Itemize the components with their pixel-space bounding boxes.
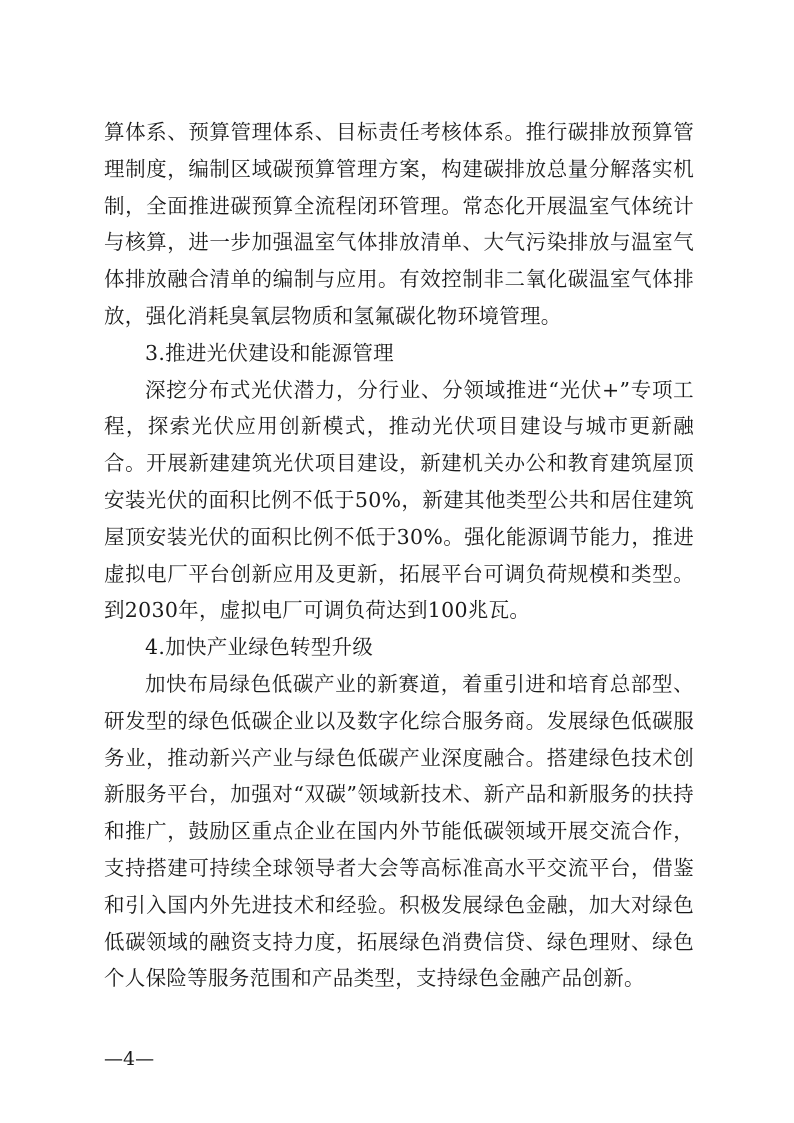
section-heading-3: 3.推进光伏建设和能源管理 [145,340,394,365]
body-paragraph-industry: 加快布局绿色低碳产业的新赛道，着重引进和培育总部型、研发型的绿色低碳企业以及数字化综合服务商。发展绿色低碳服务业，推动新兴产业与绿色低碳产业深度融合。搭建绿色技术创新服务平台，加强对“双碳”领域新技术、新产品和新服务的扶持和推广，鼓励区重点企业在国内外节能低碳领域开展交流合作，支持搭建可持续全球领导者大会等高标准高水平交流平台，借鉴和引入国内外先进技术和经验。积极发展绿色金融，加大对绿色低碳领域的融资支持力度，拓展绿色消费信贷、绿色理财、绿色个人保险等服务范围和产品类型，支持绿色金融产品创新。 [104,671,694,991]
body-paragraph-photovoltaic: 深挖分布式光伏潜力，分行业、分领域推进“光伏+”专项工程，探索光伏应用创新模式，推动光伏项目建设与城市更新融合。开展新建建筑光伏项目建设，新建机关办公和教育建筑屋顶安装光伏的面积比例不低于50%，新建其他类型公共和居住建筑屋顶安装光伏的面积比例不低于30%。强化能源调节能力，推进虚拟电厂平台创新应用及更新，拓展平台可调负荷规模和类型。到2030年，虚拟电厂可调负荷达到100兆瓦。 [104,377,694,623]
body-paragraph-continuation: 算体系、预算管理体系、目标责任考核体系。推行碳排放预算管理制度，编制区域碳预算管理方案，构建碳排放总量分解落实机制，全面推进碳预算全流程闭环管理。常态化开展温室气体统计与核算，进一步加强温室气体排放清单、大气污染排放与温室气体排放融合清单的编制与应用。有效控制非二氧化碳温室气体排放，强化消耗臭氧层物质和氢氟碳化物环境管理。 [104,120,694,328]
section-heading-4: 4.加快产业绿色转型升级 [145,635,374,660]
document-body [104,114,694,997]
page-number: —4— [104,1048,155,1070]
